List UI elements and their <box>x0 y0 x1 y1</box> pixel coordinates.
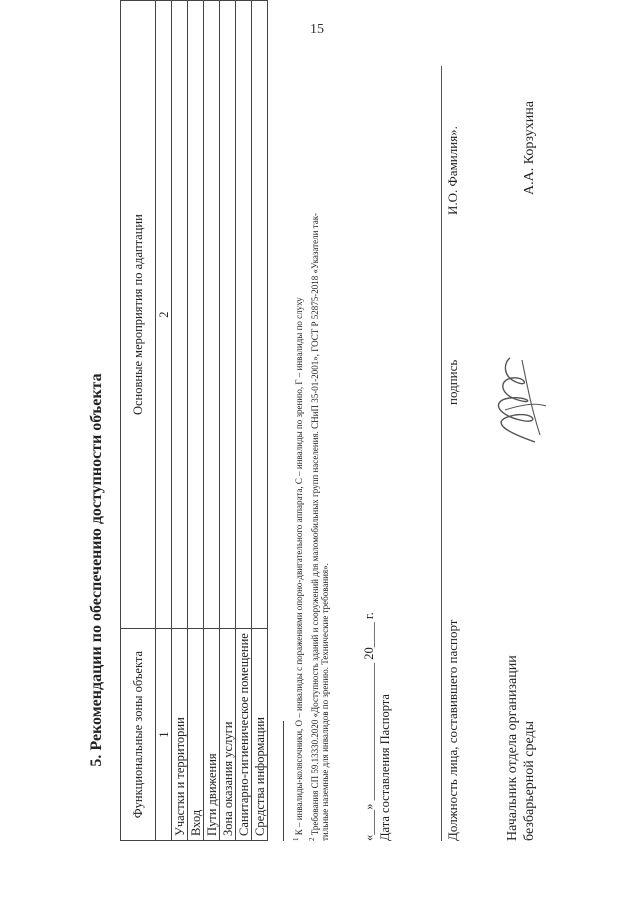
footnote-text: К – инвалиды-колясочники, О – инвалиды с поражениями опорно-двигательного аппарата, С – инвалиды по зрению, Г – инвалиды по слуху <box>294 297 304 836</box>
table-row <box>204 1 220 841</box>
zone-cell: Участки и территории <box>172 629 188 841</box>
table-row <box>252 1 268 841</box>
measures-cell <box>204 1 220 629</box>
table-row <box>172 1 188 841</box>
column-number-1: 1 <box>156 629 172 841</box>
handwritten-signature-image <box>480 350 560 450</box>
signature-caption: подпись <box>445 359 460 405</box>
footnote-1 <box>290 81 305 841</box>
signature-line <box>441 66 442 841</box>
footnote-separator <box>283 721 284 841</box>
zone-cell: Средства информации <box>252 629 268 841</box>
date-line: «____» ______________________ 20____ г. <box>362 612 376 841</box>
zone-cell: Вход <box>188 629 204 841</box>
official-title-line-1: Начальник отдела организации <box>505 655 520 841</box>
column-number-2: 2 <box>156 1 172 629</box>
measures-cell <box>220 1 236 629</box>
footnote-mark: 2 <box>308 837 316 841</box>
table-row <box>188 1 204 841</box>
measures-cell <box>188 1 204 629</box>
measures-cell <box>252 1 268 629</box>
page-number: 15 <box>310 22 324 37</box>
table-row <box>236 1 252 841</box>
header-zones: Функциональные зоны объекта <box>121 629 156 841</box>
official-title-line-2: безбарьерной среды <box>522 720 537 841</box>
accessibility-recommendations-table <box>120 0 268 841</box>
name-caption: И.О. Фамилия». <box>445 126 460 215</box>
footnote-text: Требования СП 59.13330.2020 «Доступность зданий и сооружений для маломобильных групп населения. СНиП 35-01-2001», ГОСТ Р 52875-2018 «Указатели так- <box>310 212 320 836</box>
zone-cell: Пути движения <box>204 629 220 841</box>
table-column-numbers-row <box>156 1 172 841</box>
measures-cell <box>172 1 188 629</box>
measures-cell <box>236 1 252 629</box>
table-row <box>220 1 236 841</box>
footnote-mark: 1 <box>292 837 300 841</box>
official-name: А.А. Корзухина <box>522 101 537 195</box>
zone-cell: Санитарно-гигиеническое помещение <box>236 629 252 841</box>
header-measures: Основные мероприятия по адаптации <box>121 1 156 629</box>
date-caption: Дата составления Паспорта <box>378 694 392 841</box>
section-title: 5. Рекомендации по обеспечению доступности объекта <box>88 373 105 767</box>
footnote-text-continued: тильные наземные для инвалидов по зрению. Технические требования». <box>320 563 330 841</box>
position-caption: Должность лица, составившего паспорт <box>445 619 460 841</box>
table-header-row <box>121 1 156 841</box>
zone-cell: Зона оказания услуги <box>220 629 236 841</box>
footnote-2-continuation <box>319 81 331 841</box>
